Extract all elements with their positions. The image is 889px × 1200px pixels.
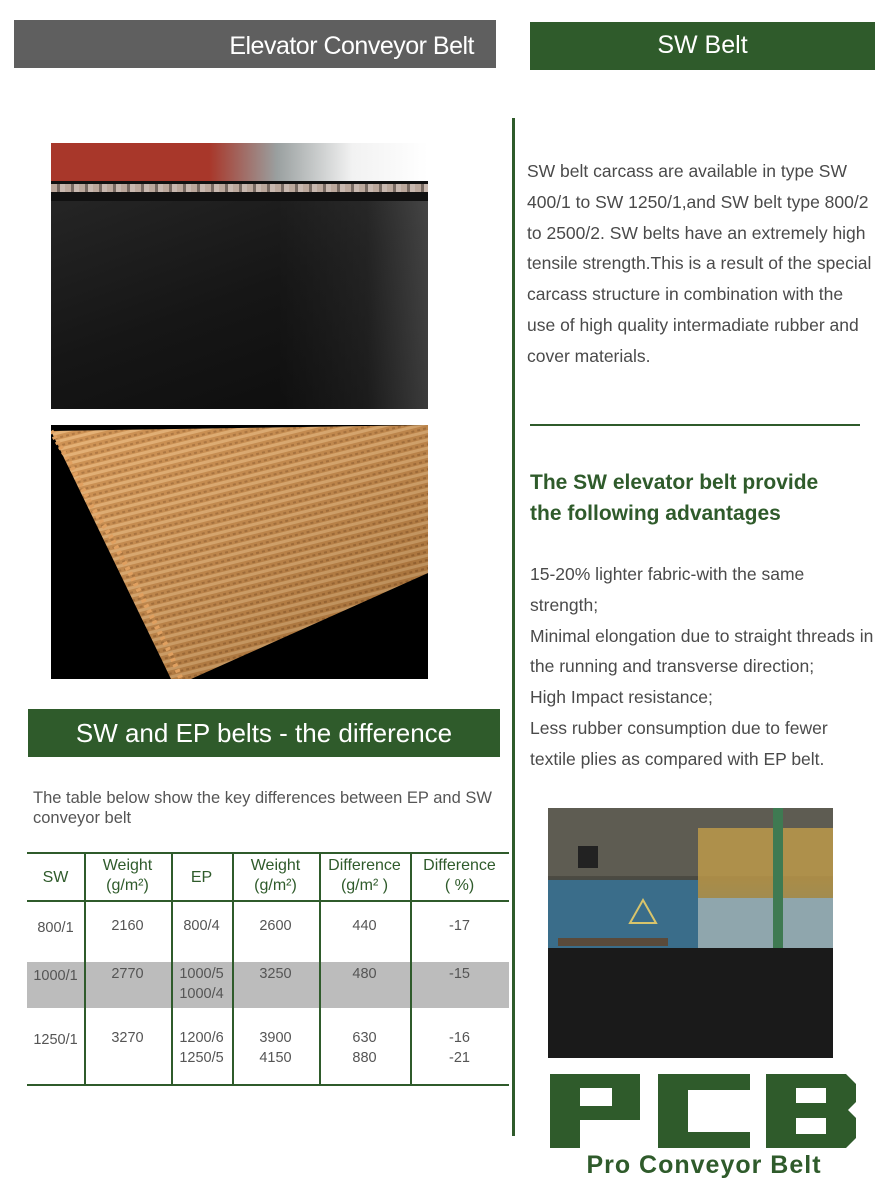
table-cell: -15	[449, 966, 470, 982]
fabric-weave-photo	[51, 425, 428, 679]
advantages-heading-line2: the following advantages	[530, 502, 781, 525]
th-weight1: Weight (g/m²)	[102, 857, 153, 894]
advantage-item: High Impact resistance;	[530, 687, 713, 708]
th-difference-gm2: Difference (g/m² )	[328, 857, 401, 894]
header-title-left: Elevator Conveyor Belt	[14, 20, 496, 68]
factory-interior-photo	[548, 808, 833, 1058]
th-difference-pct: Difference ( %)	[423, 857, 496, 894]
table-cell: -17	[449, 918, 470, 934]
table-cell: 2600	[259, 918, 292, 934]
section-divider	[530, 424, 860, 426]
table-cell: 800/1	[37, 920, 74, 936]
th-ep: EP	[190, 869, 213, 886]
table-bottom-rule	[27, 1084, 509, 1086]
advantage-item: Minimal elongation due to straight threads in the running and transverse direction;	[530, 625, 874, 677]
difference-intro: The table below show the key differences between EP and SW conveyor belt	[33, 789, 492, 827]
sw-belt-description: SW belt carcass are available in type SW 400/1 to SW 1250/1,and SW belt type 800/2 to 2500/2. SW belts have an extremely high tensile strength.This is a result of the special carcass structure in combination with the use of high quality intermadiate rubber and cover materials.	[527, 161, 872, 366]
pcb-logo	[550, 1074, 858, 1148]
header-title-right: SW Belt	[530, 22, 875, 70]
logo-tagline: Pro Conveyor Belt	[586, 1151, 822, 1179]
table-cell: 1000/1	[33, 968, 78, 984]
advantages-heading-line1: The SW elevator belt provide	[530, 471, 819, 494]
table-cell: 440	[352, 918, 377, 934]
table-cell: 3900 4150	[259, 1030, 292, 1066]
th-weight2: Weight (g/m²)	[250, 857, 301, 894]
difference-heading: SW and EP belts - the difference	[28, 709, 500, 757]
advantage-item: Less rubber consumption due to fewer textile plies as compared with EP belt.	[530, 717, 828, 769]
table-cell: 3270	[111, 1030, 144, 1046]
advantages-heading	[530, 467, 875, 529]
table-cell: 630 880	[352, 1030, 377, 1066]
table-cell: 1000/5 1000/4	[179, 966, 224, 1002]
table-cell: 2770	[111, 966, 144, 982]
column-divider	[512, 118, 515, 1136]
table-cell: 3250	[259, 966, 292, 982]
table-top-rule	[27, 852, 509, 854]
table-cell: 480	[352, 966, 377, 982]
table-cell: 2160	[111, 918, 144, 934]
advantage-item: 15-20% lighter fabric-with the same strength;	[530, 564, 805, 615]
table-cell: 1200/6 1250/5	[179, 1030, 224, 1066]
belt-cross-section-photo	[51, 143, 428, 409]
table-cell: -16 -21	[449, 1030, 470, 1066]
table-cell: 1250/1	[33, 1032, 78, 1048]
table-cell: 800/4	[183, 918, 220, 934]
comparison-table	[27, 852, 509, 1086]
advantages-list	[530, 559, 875, 775]
th-sw: SW	[42, 869, 69, 886]
table-header-rule	[27, 900, 509, 902]
